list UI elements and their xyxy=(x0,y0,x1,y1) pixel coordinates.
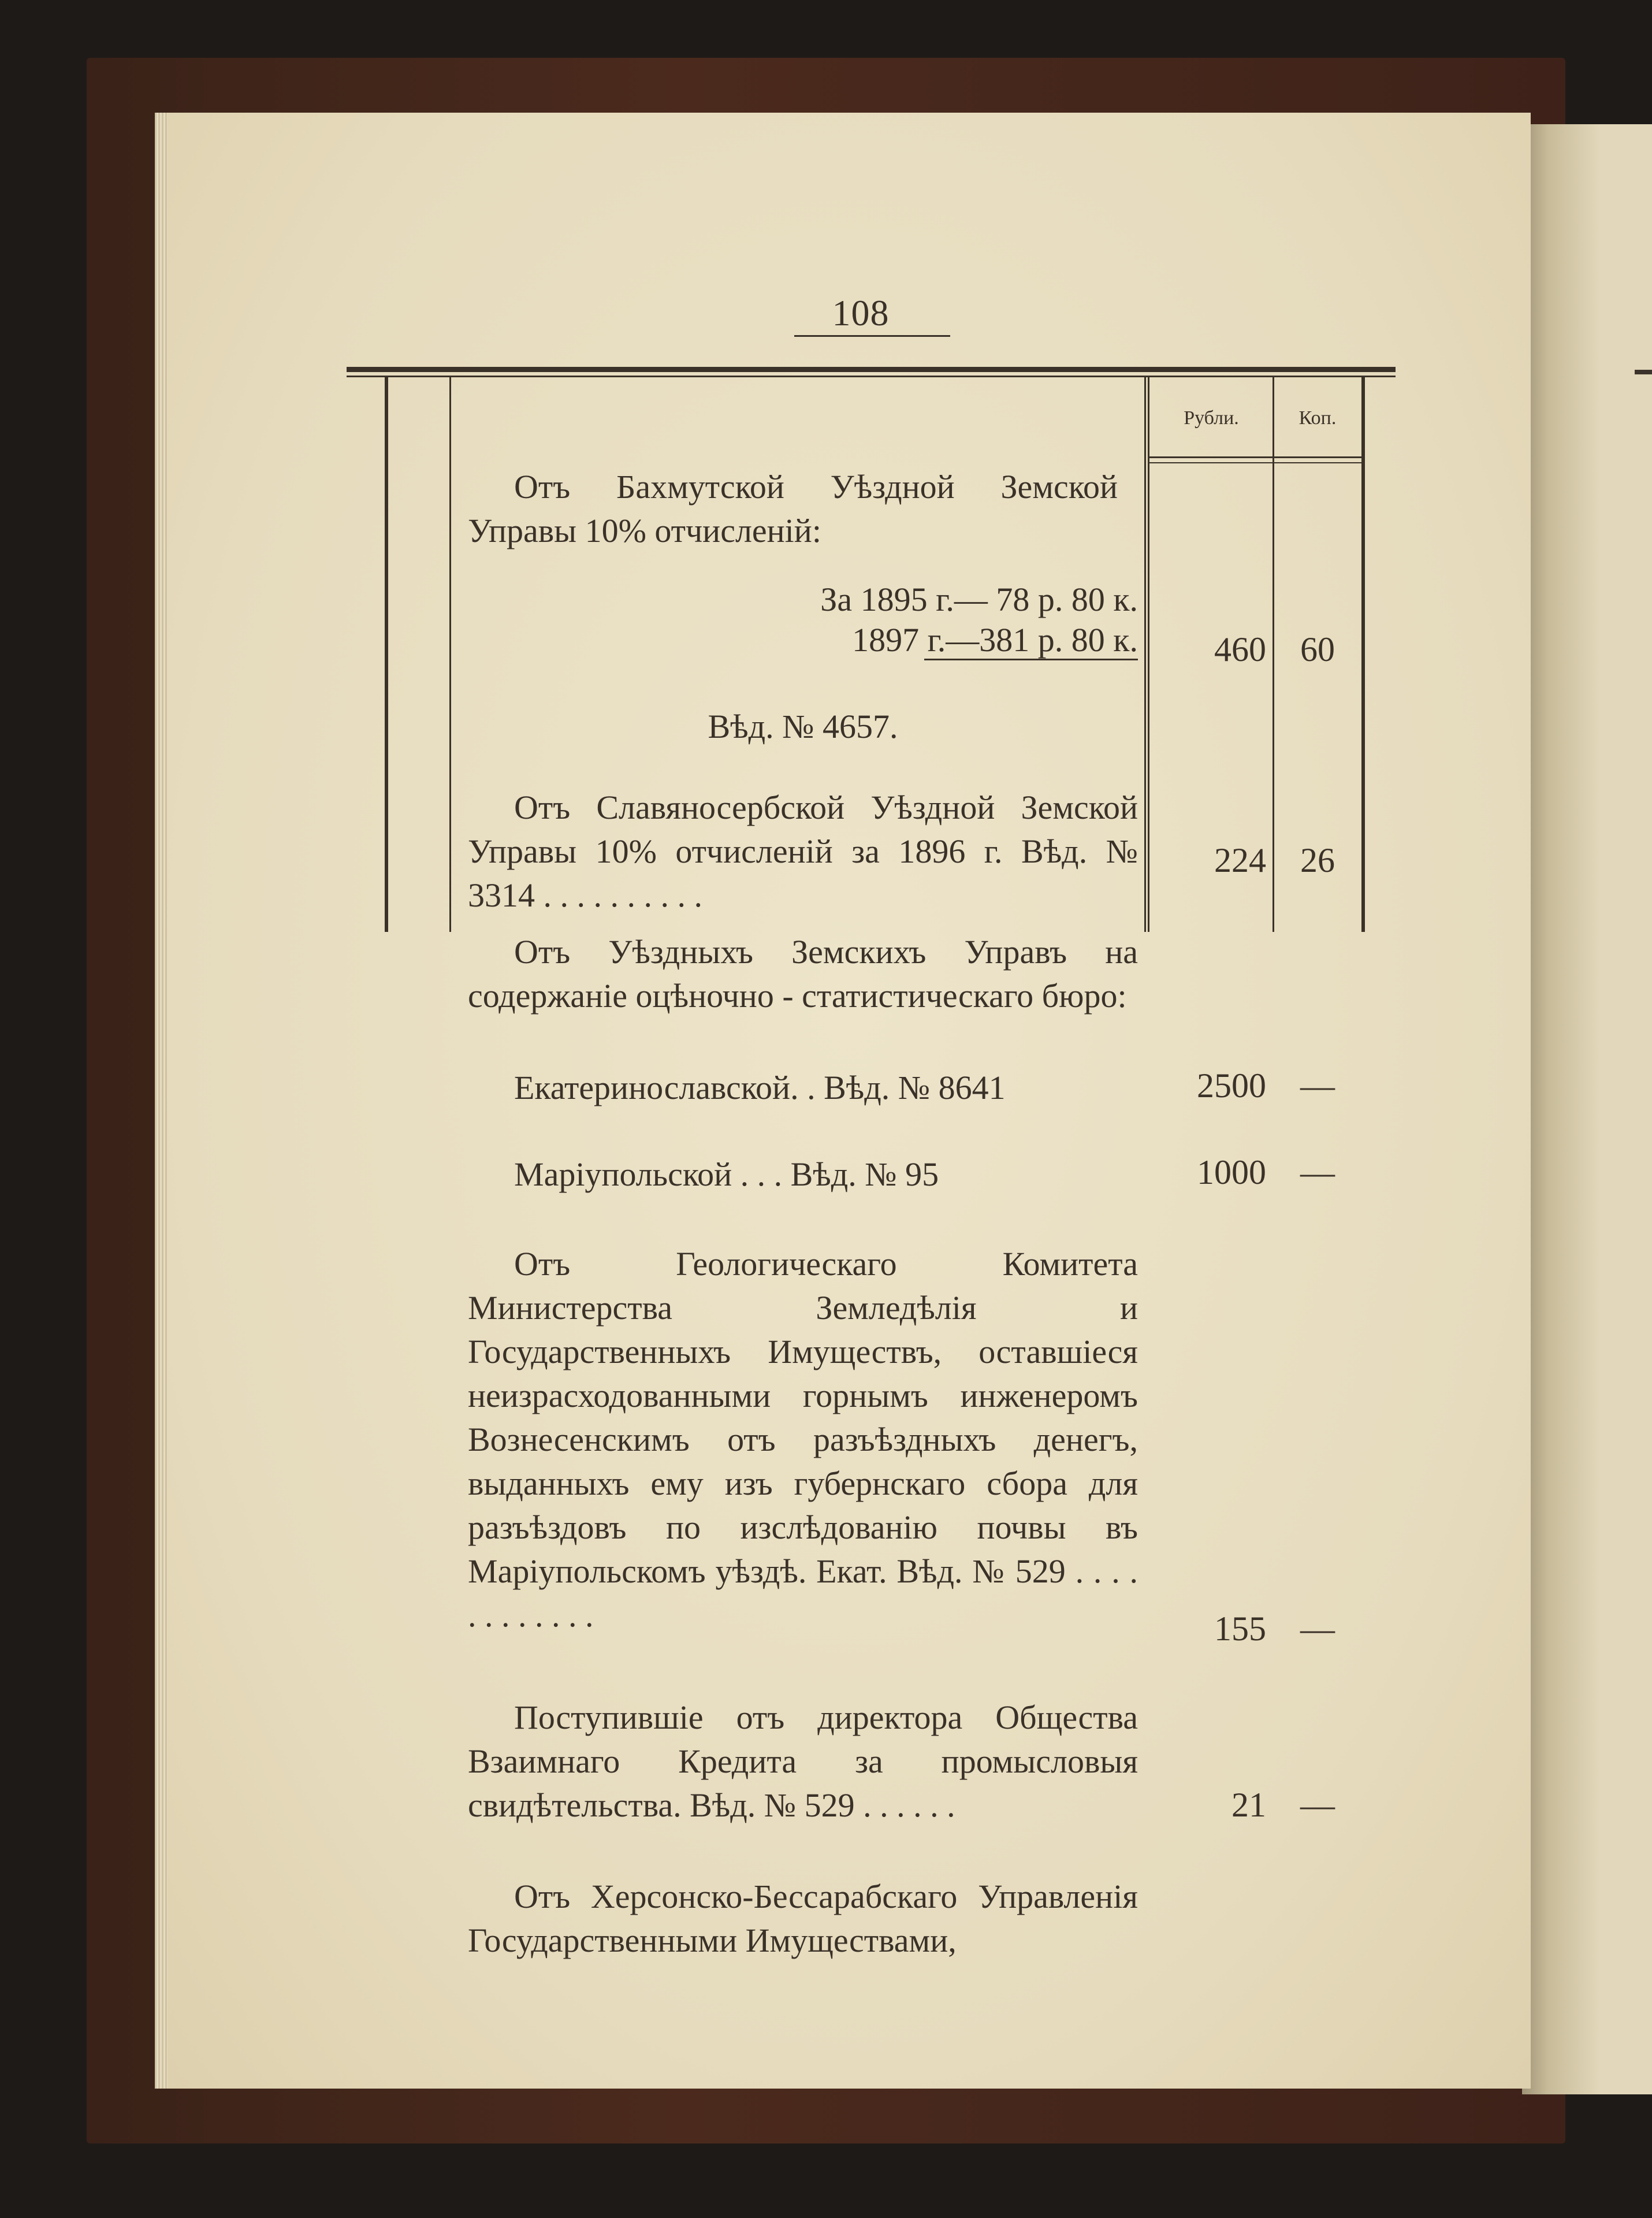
entry-1-kopecks: 60 xyxy=(1300,630,1335,668)
facing-page xyxy=(1522,124,1652,2094)
entry-4-text: Екатеринославской. . Вѣд. № 8641 xyxy=(514,1069,1006,1106)
entry-5-rubles: 1000 xyxy=(1197,1153,1266,1191)
entry-7-kopecks: — xyxy=(1300,1786,1335,1824)
entry-6-text: Отъ Геологическаго Комитета Министерства Земледѣлія и Государственныхъ Имуществъ, оставшіеся неизрасходованными горнымъ инженеромъ Вознесенскимъ отъ разъѣздныхъ денегъ, выданныхъ ему изъ губернскаго сбора для разъѣздовъ по изслѣдованію почвы въ Маріупольскомъ уѣздѣ. Екат. Вѣд. № 529 . . . . . . . . . . . . xyxy=(468,1245,1138,1634)
entry-2-text: Отъ Славяносербской Уѣздной Земской Управы 10% отчисленій за 1896 г. Вѣд. № 3314 . . . . . . . . . . xyxy=(468,789,1138,914)
entry-1-text: Отъ Бахмутской Уѣздной Земской Управы 10% отчисленій: xyxy=(468,468,1118,549)
entry-4-rubles: 2500 xyxy=(1197,1067,1266,1105)
entry-1-rubles: 460 xyxy=(1214,630,1266,668)
entry-3-text: Отъ Уѣздныхъ Земскихъ Управъ на содержаніе оцѣночно - статистическаго бюро: xyxy=(468,933,1138,1015)
entry-5-kopecks: — xyxy=(1300,1153,1335,1191)
rubles-header: Рубли. xyxy=(1184,407,1239,429)
entry-6-kopecks: — xyxy=(1300,1610,1335,1648)
rubles-column-line-b xyxy=(1148,377,1149,932)
entry-5-text: Маріупольской . . . Вѣд. № 95 xyxy=(514,1156,939,1193)
page-number: 108 xyxy=(832,292,890,333)
table-top-rule-thin xyxy=(347,376,1396,377)
entry-1-ved: Вѣд. № 4657. xyxy=(708,708,898,745)
text-column-line xyxy=(449,377,451,932)
entry-1-line-1: За 1895 г.— 78 р. 80 к. xyxy=(820,581,1138,618)
entry-1-line-2: 1897 г.—381 р. 80 к. xyxy=(852,621,1138,659)
entry-4-kopecks: — xyxy=(1300,1067,1335,1105)
entry-1-sum-rule xyxy=(924,659,1138,660)
entry-2-kopecks: 26 xyxy=(1300,841,1335,879)
left-margin-line xyxy=(385,377,388,932)
entry-7-text: Поступившіе отъ директора Общества Взаимнаго Кредита за промысловыя свидѣтельства. Вѣд. № 529 . . . . . . xyxy=(468,1699,1138,1824)
header-rule xyxy=(1149,456,1361,458)
entry-8-text: Отъ Херсонско-Бессарабскаго Управленія Государственными Имуществами, xyxy=(468,1878,1138,1959)
kopecks-header: Коп. xyxy=(1298,407,1337,429)
right-margin-line xyxy=(1361,377,1365,932)
rubles-column-line-a xyxy=(1144,377,1146,932)
table-top-rule xyxy=(347,367,1396,372)
page-number-rule xyxy=(794,335,950,337)
entry-6-rubles: 155 xyxy=(1214,1610,1266,1648)
header-rule-thin xyxy=(1149,462,1361,463)
entry-2-rubles: 224 xyxy=(1214,841,1266,879)
facing-page-rule xyxy=(1635,370,1652,374)
entry-7-rubles: 21 xyxy=(1231,1786,1266,1824)
kopecks-column-line xyxy=(1273,377,1274,932)
